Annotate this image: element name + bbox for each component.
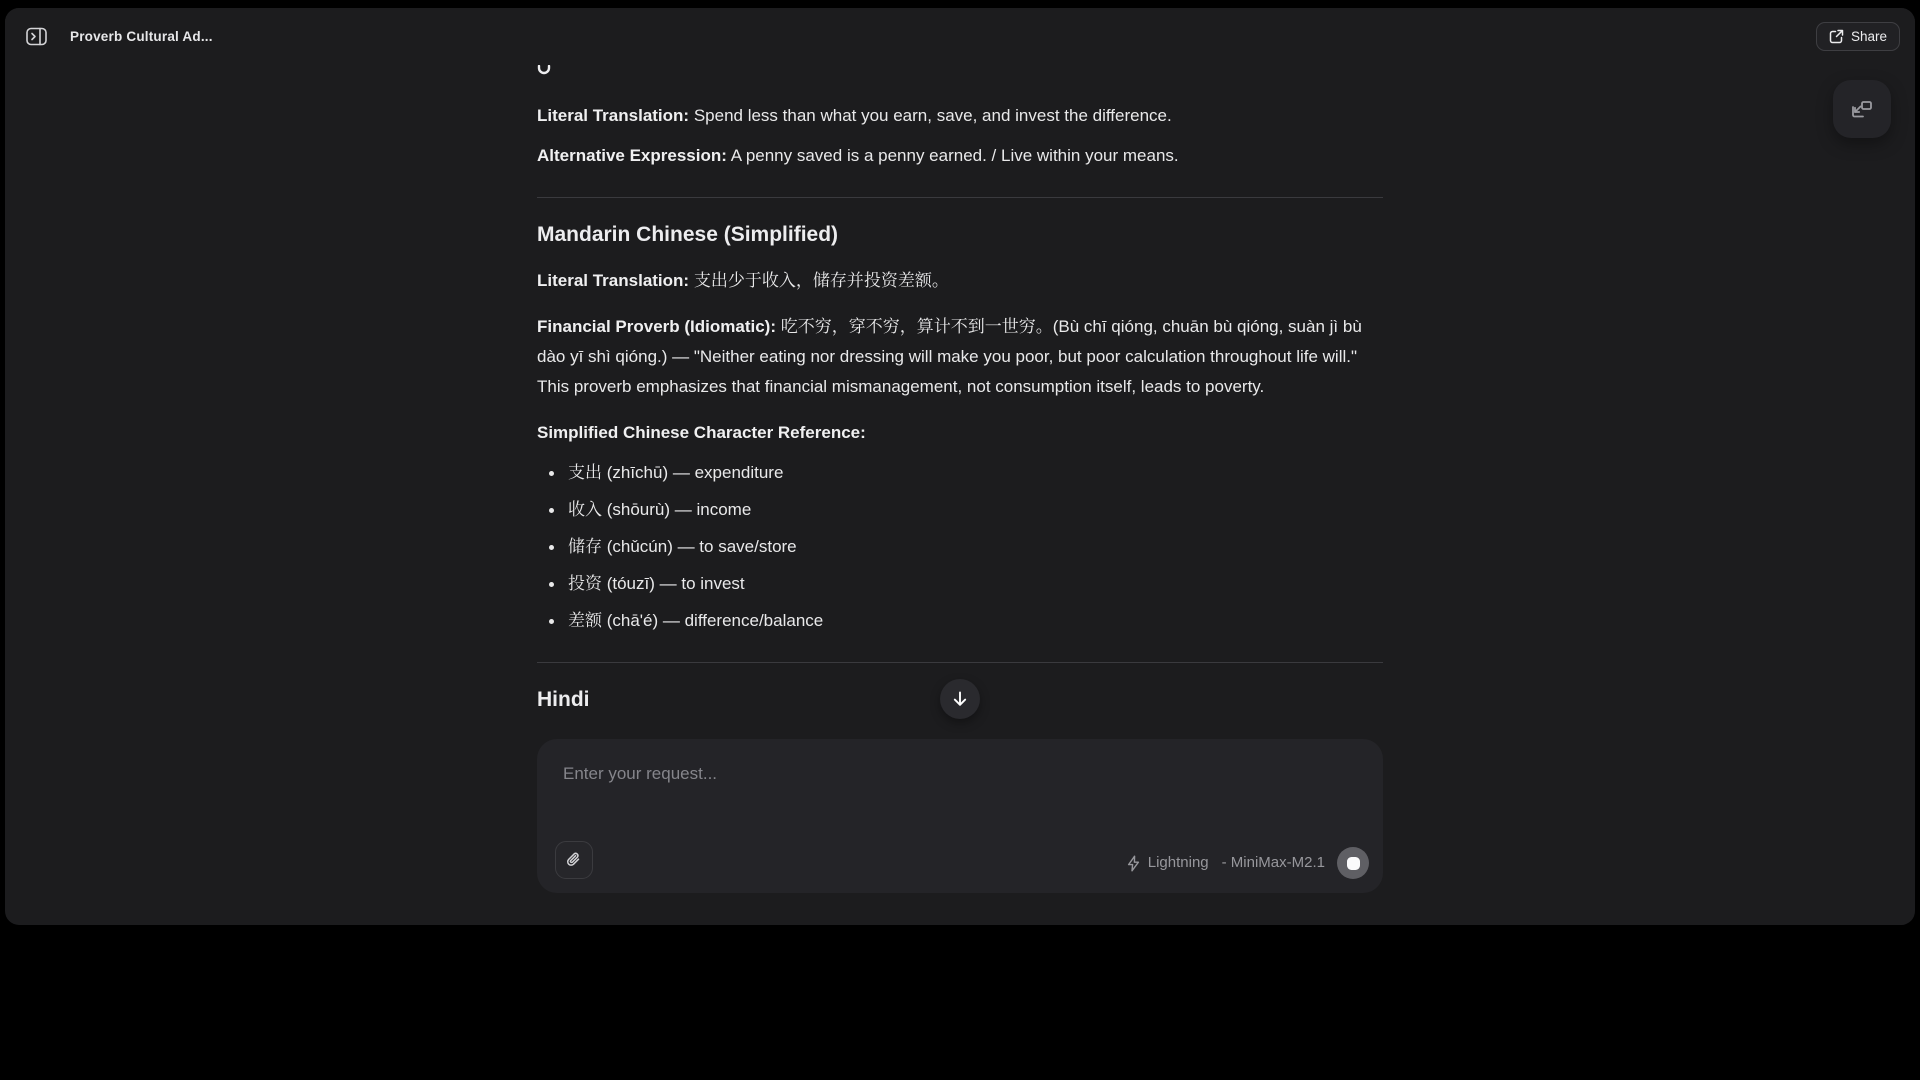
open-sidebar-panel-icon	[26, 27, 47, 46]
mandarin-section-heading: Mandarin Chinese (Simplified)	[537, 223, 839, 246]
character-reference-heading: Simplified Chinese Character Reference:	[537, 423, 866, 442]
lightning-bolt-icon	[1126, 855, 1141, 872]
section-divider	[537, 662, 1383, 663]
composer-right-controls	[1126, 847, 1369, 879]
picture-in-picture-icon	[1850, 97, 1874, 121]
composer	[537, 739, 1383, 893]
paperclip-icon	[565, 851, 583, 870]
share-button-label: Share	[1850, 28, 1887, 44]
request-input[interactable]	[537, 739, 1383, 835]
down-arrow-icon	[951, 690, 969, 708]
mandarin-proverb-text: 吃不穷，穿不穷，算计不到一世穷。(Bù chī qióng, chuān bù qióng, suàn jì bù dào yī shì qióng.) — "Neither eating nor dressing will make you poor, but poor calculation throughout life will." This proverb emphasizes that financial mismanagement, not consumption itself, leads to poverty.	[537, 317, 1362, 396]
pip-button[interactable]	[1833, 80, 1891, 138]
mandarin-literal-paragraph	[537, 266, 1383, 296]
hindi-section-heading: Hindi	[537, 688, 590, 711]
conversation-title: Proverb Cultural Ad...	[70, 28, 213, 44]
clipped-heading-fragment	[537, 65, 1383, 81]
section-divider	[537, 197, 1383, 198]
sidebar-toggle-button[interactable]	[20, 20, 52, 52]
alternative-expression-label: Alternative Expression:	[537, 146, 727, 165]
literal-translation-label: Literal Translation:	[537, 106, 690, 125]
list-item: 支出 (zhīchū) — expenditure	[537, 458, 1383, 488]
share-arrow-icon	[1829, 29, 1844, 44]
share-button[interactable]	[1816, 22, 1900, 51]
scroll-to-bottom-button[interactable]	[940, 679, 980, 719]
literal-translation-text: Spend less than what you earn, save, and invest the difference.	[689, 106, 1172, 125]
model-mode-label: Lightning	[1147, 854, 1209, 871]
model-selector[interactable]	[1126, 848, 1325, 878]
chat-message-content	[537, 8, 1383, 893]
character-reference-list	[537, 458, 1383, 636]
literal-translation-paragraph	[537, 101, 1383, 131]
stop-generating-button[interactable]	[1337, 847, 1369, 879]
model-name-label: - MiniMax-M2.1	[1221, 854, 1325, 871]
attach-file-button[interactable]	[555, 841, 593, 879]
header	[5, 8, 1915, 64]
mandarin-literal-text: 支出少于收入，储存并投资差额。	[689, 271, 949, 290]
list-item: 收入 (shōurù) — income	[537, 495, 1383, 525]
mandarin-proverb-paragraph	[537, 312, 1383, 402]
alternative-expression-text: A penny saved is a penny earned. / Live within your means.	[726, 146, 1179, 165]
app-window	[5, 8, 1915, 925]
list-item: 储存 (chǔcún) — to save/store	[537, 532, 1383, 562]
stop-square-icon	[1347, 857, 1360, 870]
list-item: 差额 (chā'é) — difference/balance	[537, 606, 1383, 636]
mandarin-literal-label: Literal Translation:	[537, 271, 690, 290]
mandarin-proverb-label: Financial Proverb (Idiomatic):	[537, 317, 776, 336]
alternative-expression-paragraph	[537, 141, 1383, 171]
list-item: 投资 (tóuzī) — to invest	[537, 569, 1383, 599]
